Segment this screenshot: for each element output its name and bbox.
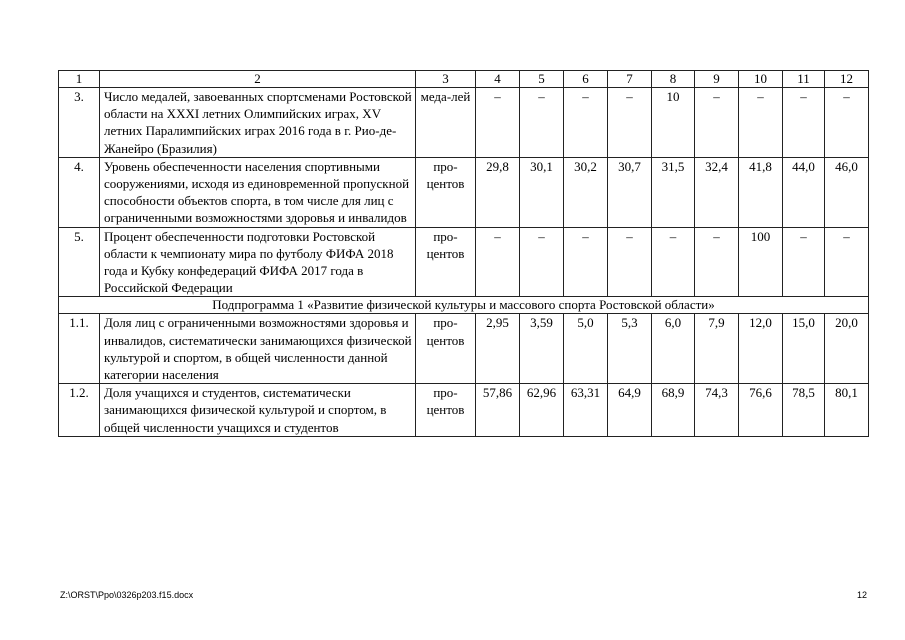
value-cell: 44,0 [783,157,825,227]
value-cell: 78,5 [783,384,825,437]
unit-cell: про-центов [416,157,476,227]
value-cell: – [476,227,520,297]
header-cell: 11 [783,71,825,88]
header-cell: 7 [608,71,652,88]
value-cell: – [739,88,783,158]
table-row [59,88,869,158]
row-number: 5. [59,227,100,297]
page-number: 12 [856,590,867,600]
value-cell: 46,0 [825,157,869,227]
value-cell: – [564,88,608,158]
value-cell: 12,0 [739,314,783,384]
value-cell: 57,86 [476,384,520,437]
subprogram-title: Подпрограмма 1 «Развитие физической культуры и массового спорта Ростовской области» [59,297,869,314]
value-cell: 100 [739,227,783,297]
table-row [59,227,869,297]
indicator-name: Доля учащихся и студентов, систематически занимающихся физической культурой и спортом, в общей численности учащихся и студентов [100,384,416,437]
row-number: 1.1. [59,314,100,384]
value-cell: – [608,227,652,297]
value-cell: – [825,88,869,158]
unit-cell: про-центов [416,227,476,297]
value-cell: 31,5 [652,157,695,227]
value-cell: 2,95 [476,314,520,384]
value-cell: – [783,227,825,297]
indicators-table [58,70,869,437]
value-cell: 5,3 [608,314,652,384]
indicator-name: Число медалей, завоеванных спортсменами Ростовской области на XXXI летних Олимпийских играх, XV летних Паралимпийских играх 2016 года в г. Рио-де-Жанейро (Бразилия) [100,88,416,158]
value-cell: – [695,227,739,297]
header-row [59,71,869,88]
value-cell: 68,9 [652,384,695,437]
value-cell: 20,0 [825,314,869,384]
header-cell: 2 [100,71,416,88]
table-row [59,314,869,384]
value-cell: 63,31 [564,384,608,437]
row-number: 4. [59,157,100,227]
value-cell: – [695,88,739,158]
header-cell: 10 [739,71,783,88]
value-cell: 62,96 [520,384,564,437]
header-cell: 8 [652,71,695,88]
value-cell: 32,4 [695,157,739,227]
footer-file-path: Z:\ORST\Ppo\0326p203.f15.docx [60,590,194,600]
value-cell: – [520,227,564,297]
subprogram-row [59,297,869,314]
header-cell: 1 [59,71,100,88]
value-cell: 6,0 [652,314,695,384]
value-cell: – [608,88,652,158]
value-cell: – [520,88,564,158]
value-cell: 5,0 [564,314,608,384]
value-cell: 29,8 [476,157,520,227]
header-cell: 3 [416,71,476,88]
indicator-name: Процент обеспеченности подготовки Ростовской области к чемпионату мира по футболу ФИФА 2018 года и Кубку конфедераций ФИФА 2017 года в Российской Федерации [100,227,416,297]
value-cell: 7,9 [695,314,739,384]
row-number: 3. [59,88,100,158]
unit-cell: меда-лей [416,88,476,158]
value-cell: 10 [652,88,695,158]
value-cell: 30,2 [564,157,608,227]
value-cell: – [825,227,869,297]
table-row [59,157,869,227]
value-cell: – [564,227,608,297]
value-cell: 30,7 [608,157,652,227]
value-cell: – [476,88,520,158]
header-cell: 4 [476,71,520,88]
row-number: 1.2. [59,384,100,437]
value-cell: – [652,227,695,297]
value-cell: 30,1 [520,157,564,227]
value-cell: 15,0 [783,314,825,384]
header-cell: 9 [695,71,739,88]
value-cell: 64,9 [608,384,652,437]
value-cell: 76,6 [739,384,783,437]
header-cell: 12 [825,71,869,88]
value-cell: 41,8 [739,157,783,227]
table-row [59,384,869,437]
indicator-name: Доля лиц с ограниченными возможностями здоровья и инвалидов, систематически занимающихся физической культурой и спортом, в общей численности данной категории населения [100,314,416,384]
value-cell: – [783,88,825,158]
unit-cell: про-центов [416,384,476,437]
value-cell: 80,1 [825,384,869,437]
value-cell: 74,3 [695,384,739,437]
unit-cell: про-центов [416,314,476,384]
header-cell: 5 [520,71,564,88]
value-cell: 3,59 [520,314,564,384]
indicator-name: Уровень обеспеченности населения спортивными сооружениями, исходя из единовременной пропускной способности объектов спорта, в том числе для лиц с ограниченными возможностями здоровья и инвалидов [100,157,416,227]
header-cell: 6 [564,71,608,88]
